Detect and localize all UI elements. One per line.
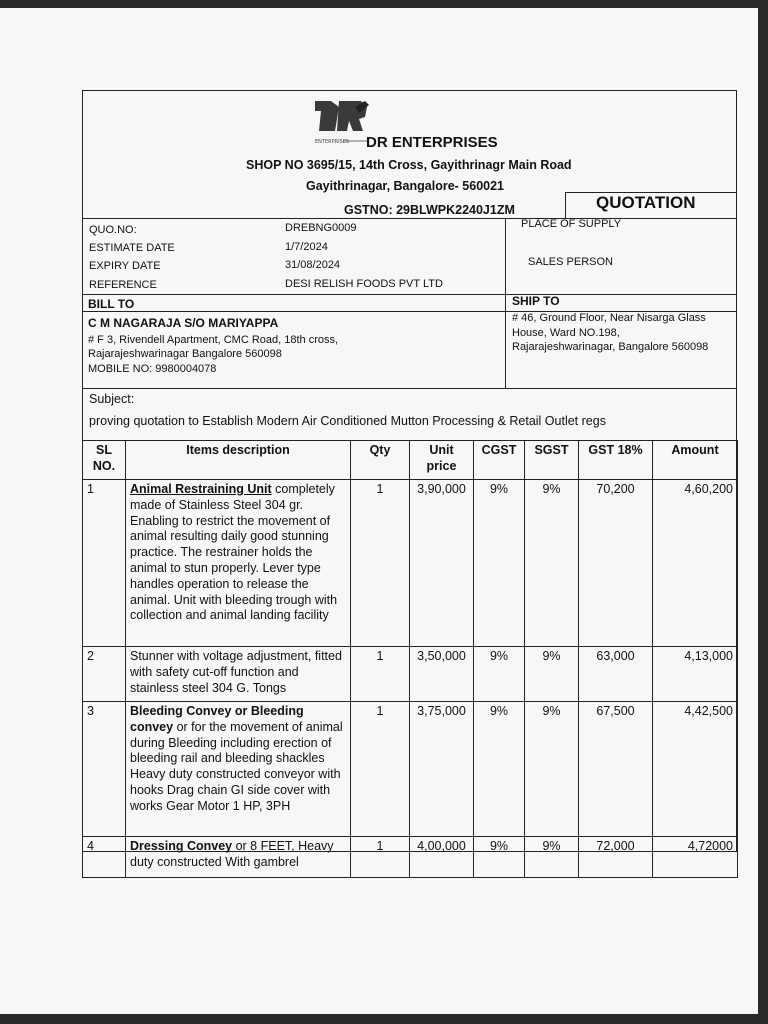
ship-to-address-line1: # 46, Ground Floor, Near Nisarga Glass: [512, 312, 706, 324]
subject-text: proving quotation to Establish Modern Air Conditioned Mutton Processing & Retail Outlet regs: [89, 414, 606, 428]
item-details: Stunner with voltage adjustment, fitted with safety cut-off function and stainless steel 304 G. Tongs: [130, 649, 342, 695]
cell-sgst: 9%: [525, 837, 579, 878]
cell-unit-price: 3,75,000: [410, 702, 474, 837]
table-row: [83, 837, 738, 878]
header-sgst: SGST: [525, 441, 579, 480]
cell-unit-price: 3,90,000: [410, 480, 474, 647]
estimate-date-value: 1/7/2024: [285, 241, 328, 253]
item-title: Animal Restraining Unit: [130, 482, 272, 496]
item-title: Bleeding Convey or Bleeding convey: [130, 704, 304, 734]
cell-qty: 1: [351, 480, 410, 647]
quo-no-label: QUO.NO:: [89, 224, 137, 236]
expiry-date-value: 31/08/2024: [285, 259, 341, 271]
cell-sl: 1: [83, 480, 126, 647]
table-header-row: [83, 441, 738, 480]
item-details: or for the movement of animal during Bleeding including erection of bleeding rail and bleeding shackles Heavy duty constructed conveyor with hooks Drag chain GI side cover with works Gear Motor 1 HP, 3PH: [130, 719, 343, 813]
table-row: [83, 702, 738, 837]
cell-amount: 4,60,200: [653, 480, 738, 647]
item-title: Dressing Convey: [130, 839, 233, 853]
document-title: QUOTATION: [596, 193, 696, 212]
company-gstno: GSTNO: 29BLWPK2240J1ZM: [344, 203, 515, 217]
cell-gst: 67,500: [579, 702, 653, 837]
sales-person-label: SALES PERSON: [528, 256, 613, 268]
cell-cgst: 9%: [474, 837, 525, 878]
cell-unit-price: 4,00,000: [410, 837, 474, 878]
cell-cgst: 9%: [474, 702, 525, 837]
cell-qty: 1: [351, 837, 410, 878]
company-address-line2: Gayithrinagar, Bangalore- 560021: [306, 179, 505, 193]
table-row: [83, 480, 738, 647]
logo-subtext: ENTERPRISES: [315, 139, 350, 145]
header-cgst: CGST: [474, 441, 525, 480]
items-table: [82, 440, 738, 878]
header-unit-price: Unit price: [410, 441, 474, 480]
cell-cgst: 9%: [474, 480, 525, 647]
cell-description: [126, 702, 351, 837]
bill-to-mobile: MOBILE NO: 9980004078: [88, 363, 217, 375]
header-description: Items description: [126, 441, 351, 480]
cell-description: [126, 837, 351, 878]
cell-sl: 3: [83, 702, 126, 837]
cell-sl: 4: [83, 837, 126, 878]
cell-amount: 4,72000: [653, 837, 738, 878]
cell-gst: 72,000: [579, 837, 653, 878]
cell-sgst: 9%: [525, 702, 579, 837]
table-row: [83, 647, 738, 702]
cell-amount: 4,13,000: [653, 647, 738, 702]
cell-sgst: 9%: [525, 647, 579, 702]
quo-no-value: DREBNG0009: [285, 222, 357, 234]
cell-unit-price: 3,50,000: [410, 647, 474, 702]
expiry-date-label: EXPIRY DATE: [89, 260, 161, 272]
cell-qty: 1: [351, 702, 410, 837]
cell-qty: 1: [351, 647, 410, 702]
cell-sl: 2: [83, 647, 126, 702]
ship-to-address-line3: Rajarajeshwarinagar, Bangalore 560098: [512, 341, 709, 353]
cell-cgst: 9%: [474, 647, 525, 702]
bill-to-name: C M NAGARAJA S/O MARIYAPPA: [88, 316, 279, 330]
bill-to-address-line1: # F 3, Rivendell Apartment, CMC Road, 18th cross,: [88, 334, 339, 346]
place-of-supply-label: PLACE OF SUPPLY: [521, 218, 622, 230]
header-amount: Amount: [653, 441, 738, 480]
cell-amount: 4,42,500: [653, 702, 738, 837]
cell-gst: 63,000: [579, 647, 653, 702]
company-name: DR ENTERPRISES: [366, 134, 498, 151]
bill-to-address-line2: Rajarajeshwarinagar Bangalore 560098: [88, 348, 282, 360]
estimate-date-label: ESTIMATE DATE: [89, 242, 175, 254]
header-sl: SL NO.: [83, 441, 126, 480]
reference-label: REFERENCE: [89, 279, 157, 291]
cell-description: [126, 647, 351, 702]
cell-gst: 70,200: [579, 480, 653, 647]
item-details: or 8 FEET, Heavy duty constructed With gambrel: [130, 839, 334, 869]
ship-to-label: SHIP TO: [512, 294, 560, 308]
cell-sgst: 9%: [525, 480, 579, 647]
bill-to-label: BILL TO: [88, 297, 135, 311]
subject-label: Subject:: [89, 392, 135, 406]
header-gst: GST 18%: [579, 441, 653, 480]
cell-description: [126, 480, 351, 647]
header-qty: Qty: [351, 441, 410, 480]
company-address-line1: SHOP NO 3695/15, 14th Cross, Gayithrinagr Main Road: [246, 158, 572, 172]
item-details: completely made of Stainless Steel 304 gr. Enabling to restrict the movement of animal resulting daily good stunning practice. The restrainer holds the animal to stun properly. Lever type handles operation to release the animal. Unit with bleeding trough with collection and animal landing facility: [130, 482, 338, 623]
reference-value: DESI RELISH FOODS PVT LTD: [285, 278, 443, 290]
ship-to-address-line2: House, Ward NO.198,: [512, 327, 620, 339]
